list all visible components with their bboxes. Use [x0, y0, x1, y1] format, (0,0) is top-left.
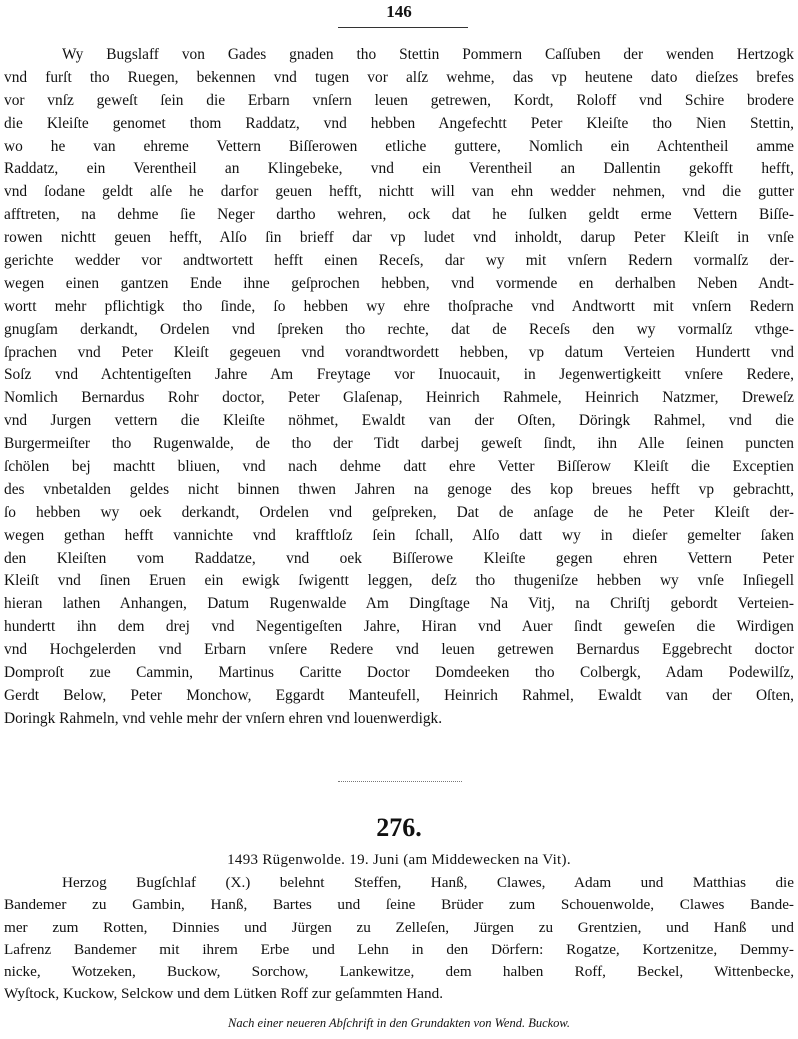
text-line: Bandemer zu Gambin, Hanß, Bartes und ſeine Brüder zum Schouenwolde, Clawes Bande- [4, 896, 794, 914]
text-line: vnd Hochgelerden vnd Erbarn vnſere Redere vnd leuen getrewen Bernardus Eggebrecht doctor [4, 641, 794, 659]
text-line: wo he van ehreme Vettern Biſſerowen etliche guttere, Nomlich ein Achtentheil amme [4, 137, 794, 155]
text-line: Kleiſt vnd ſinen Eruen ein ewigk ſwigentt leggen, deſz tho thugeniſze hebben wy vnſe Inſiegell [4, 572, 794, 590]
text-line: Wyſtock, Kuckow, Selckow und dem Lütken Roff zur geſammten Hand. [4, 985, 443, 1003]
text-line: ſchölen bej machtt bliuen, vnd nach dehme datt ehre Vetter Biſſerow Kleiſt die Exceptien [4, 458, 794, 476]
text-line: hieran lathen Anhangen, Datum Rugenwalde Am Dingſtage Na Vitj, na Chriſtj gebordt Verteien- [4, 595, 794, 613]
text-line: des vnbetalden geldes nicht binnen thwen Jahren na genoge des kop breues hefft vp gebrachtt, [4, 480, 794, 498]
text-line: den Kleiſten vom Raddatze, vnd oek Biſſerowe Kleiſte gegen ehren Vettern Peter [4, 549, 794, 567]
text-line: gerichte wedder vor andtwortett hefft einen Receſs, dar wy mit vnſern Redern vormalſz der- [4, 252, 794, 270]
text-line: Gerdt Below, Peter Monchow, Eggardt Manteufell, Heinrich Rahmel, Ewaldt van der Oſten, [4, 686, 794, 704]
text-line: gnugſam derkandt, Ordelen vnd ſpreken tho rechte, dat de Receſs den wy vormalſz vthge- [4, 320, 794, 338]
text-line: afftreten, na dehme ſie Neger dartho wehren, ock dat he ſulken geldt erme Vettern Biſſe- [4, 206, 794, 224]
text-line: die Kleiſte genomet thom Raddatz, vnd hebben Angefechtt Peter Kleiſte tho Nien Stettin, [4, 114, 794, 132]
document-number: 276. [376, 813, 422, 842]
text-line: vnd furſt tho Ruegen, bekennen vnd tugen vor alſz wehme, das vp heutene dato dieſzes brefes [4, 68, 794, 86]
text-line: ſprachen vnd Peter Kleiſt gegeuen vnd vorandtwordett hebben, vp datum Verteien Hundertt vnd [4, 343, 794, 361]
text-line: Raddatz, ein Verentheil an Klingebeke, vnd ein Verentheil an Dallentin gekofft hefft, [4, 160, 794, 178]
document-dateline: 1493 Rügenwolde. 19. Juni (am Middewecken na Vit). [227, 852, 571, 868]
text-line: nicke, Wotzeken, Buckow, Sorchow, Lankewitze, dem halben Roff, Beckel, Wittenbecke, [4, 963, 794, 981]
section-separator [338, 781, 462, 783]
page-number: 146 [386, 2, 412, 21]
source-note: Nach einer neueren Abſchrift in den Grundakten von Wend. Buckow. [228, 1016, 570, 1030]
document-text [4, 44, 794, 731]
text-line: wortt mehr pflichtigk tho ſinde, ſo hebben wy ehre thoſprache vnd Andtwortt mit vnſern Redern [4, 297, 794, 315]
text-line: Lafrenz Bandemer mit ihrem Erbe und Lehn in den Dörfern: Rogatze, Kortzenitze, Demmy- [4, 940, 794, 958]
text-line: mer zum Rotten, Dinnies und Jürgen zu Zelleſen, Jürgen zu Grentzien, und Hanß und [4, 918, 794, 936]
text-line: hundertt ihn dem drej vnd Negentigeſten Jahre, Hiran vnd Auer ſindt geweſen die Wirdigen [4, 618, 794, 636]
text-line: Burgermeiſter tho Rugenwalde, de tho der Tidt darbej geweſt ſindt, ihn Alle ſeinen puncten [4, 435, 794, 453]
text-line: Domproſt zue Cammin, Martinus Caritte Doctor Domdeeken tho Colbergk, Adam Podewilſz, [4, 664, 794, 682]
text-line: Wy Bugslaff von Gades gnaden tho Stettin Pommern Caſſuben der wenden Hertzogk [62, 46, 794, 63]
text-line: Herzog Bugſchlaf (X.) belehnt Steffen, Hanß, Clawes, Adam und Matthias die [62, 874, 794, 891]
text-line: ſo hebben wy oek derkandt, Ordelen vnd geſpreken, Dat de anſage de he Peter Kleiſt der- [4, 503, 794, 521]
page-number-rule [338, 27, 468, 28]
text-line: Nomlich Bernardus Rohr doctor, Peter Glaſenap, Heinrich Rahmele, Heinrich Natzmer, Dreweſz [4, 389, 794, 407]
text-line: Soſz vnd Achtentigeſten Jahre Am Freytage vor Inuocauit, in Jegenwertigkeitt vnſere Redere, [4, 366, 794, 384]
text-line: vnd Jurgen vettern die Kleiſte nöhmet, Ewaldt van der Oſten, Döringk Rahmel, vnd die [4, 412, 794, 430]
regest-text [4, 872, 794, 1006]
text-line: wegen gethan hefft vannichte vnd krafftloſz ſein ſchall, Alſo datt wy in dieſer gemelter ſaken [4, 526, 794, 544]
text-line: rowen nichtt geuen hefft, Alſo ſin brieff dar vp ludet vnd inholdt, darup Peter Kleiſt in vnſe [4, 229, 794, 247]
text-line: vor vnſz geweſt ſein die Erbarn vnſern leuen getrewen, Kordt, Roloff vnd Schire brodere [4, 91, 794, 109]
text-line: Doringk Rahmeln, vnd vehle mehr der vnſern ehren vnd louenwerdigk. [4, 709, 443, 727]
text-line: vnd ſodane geldt alſe he darfor geuen hefft, nichtt will van ehn wedder nehmen, vnd die gutter [4, 183, 794, 201]
text-line: wegen einen gantzen Ende ihne geſprochen hebben, vnd vormende en derhalben Neben Andt- [4, 274, 794, 292]
